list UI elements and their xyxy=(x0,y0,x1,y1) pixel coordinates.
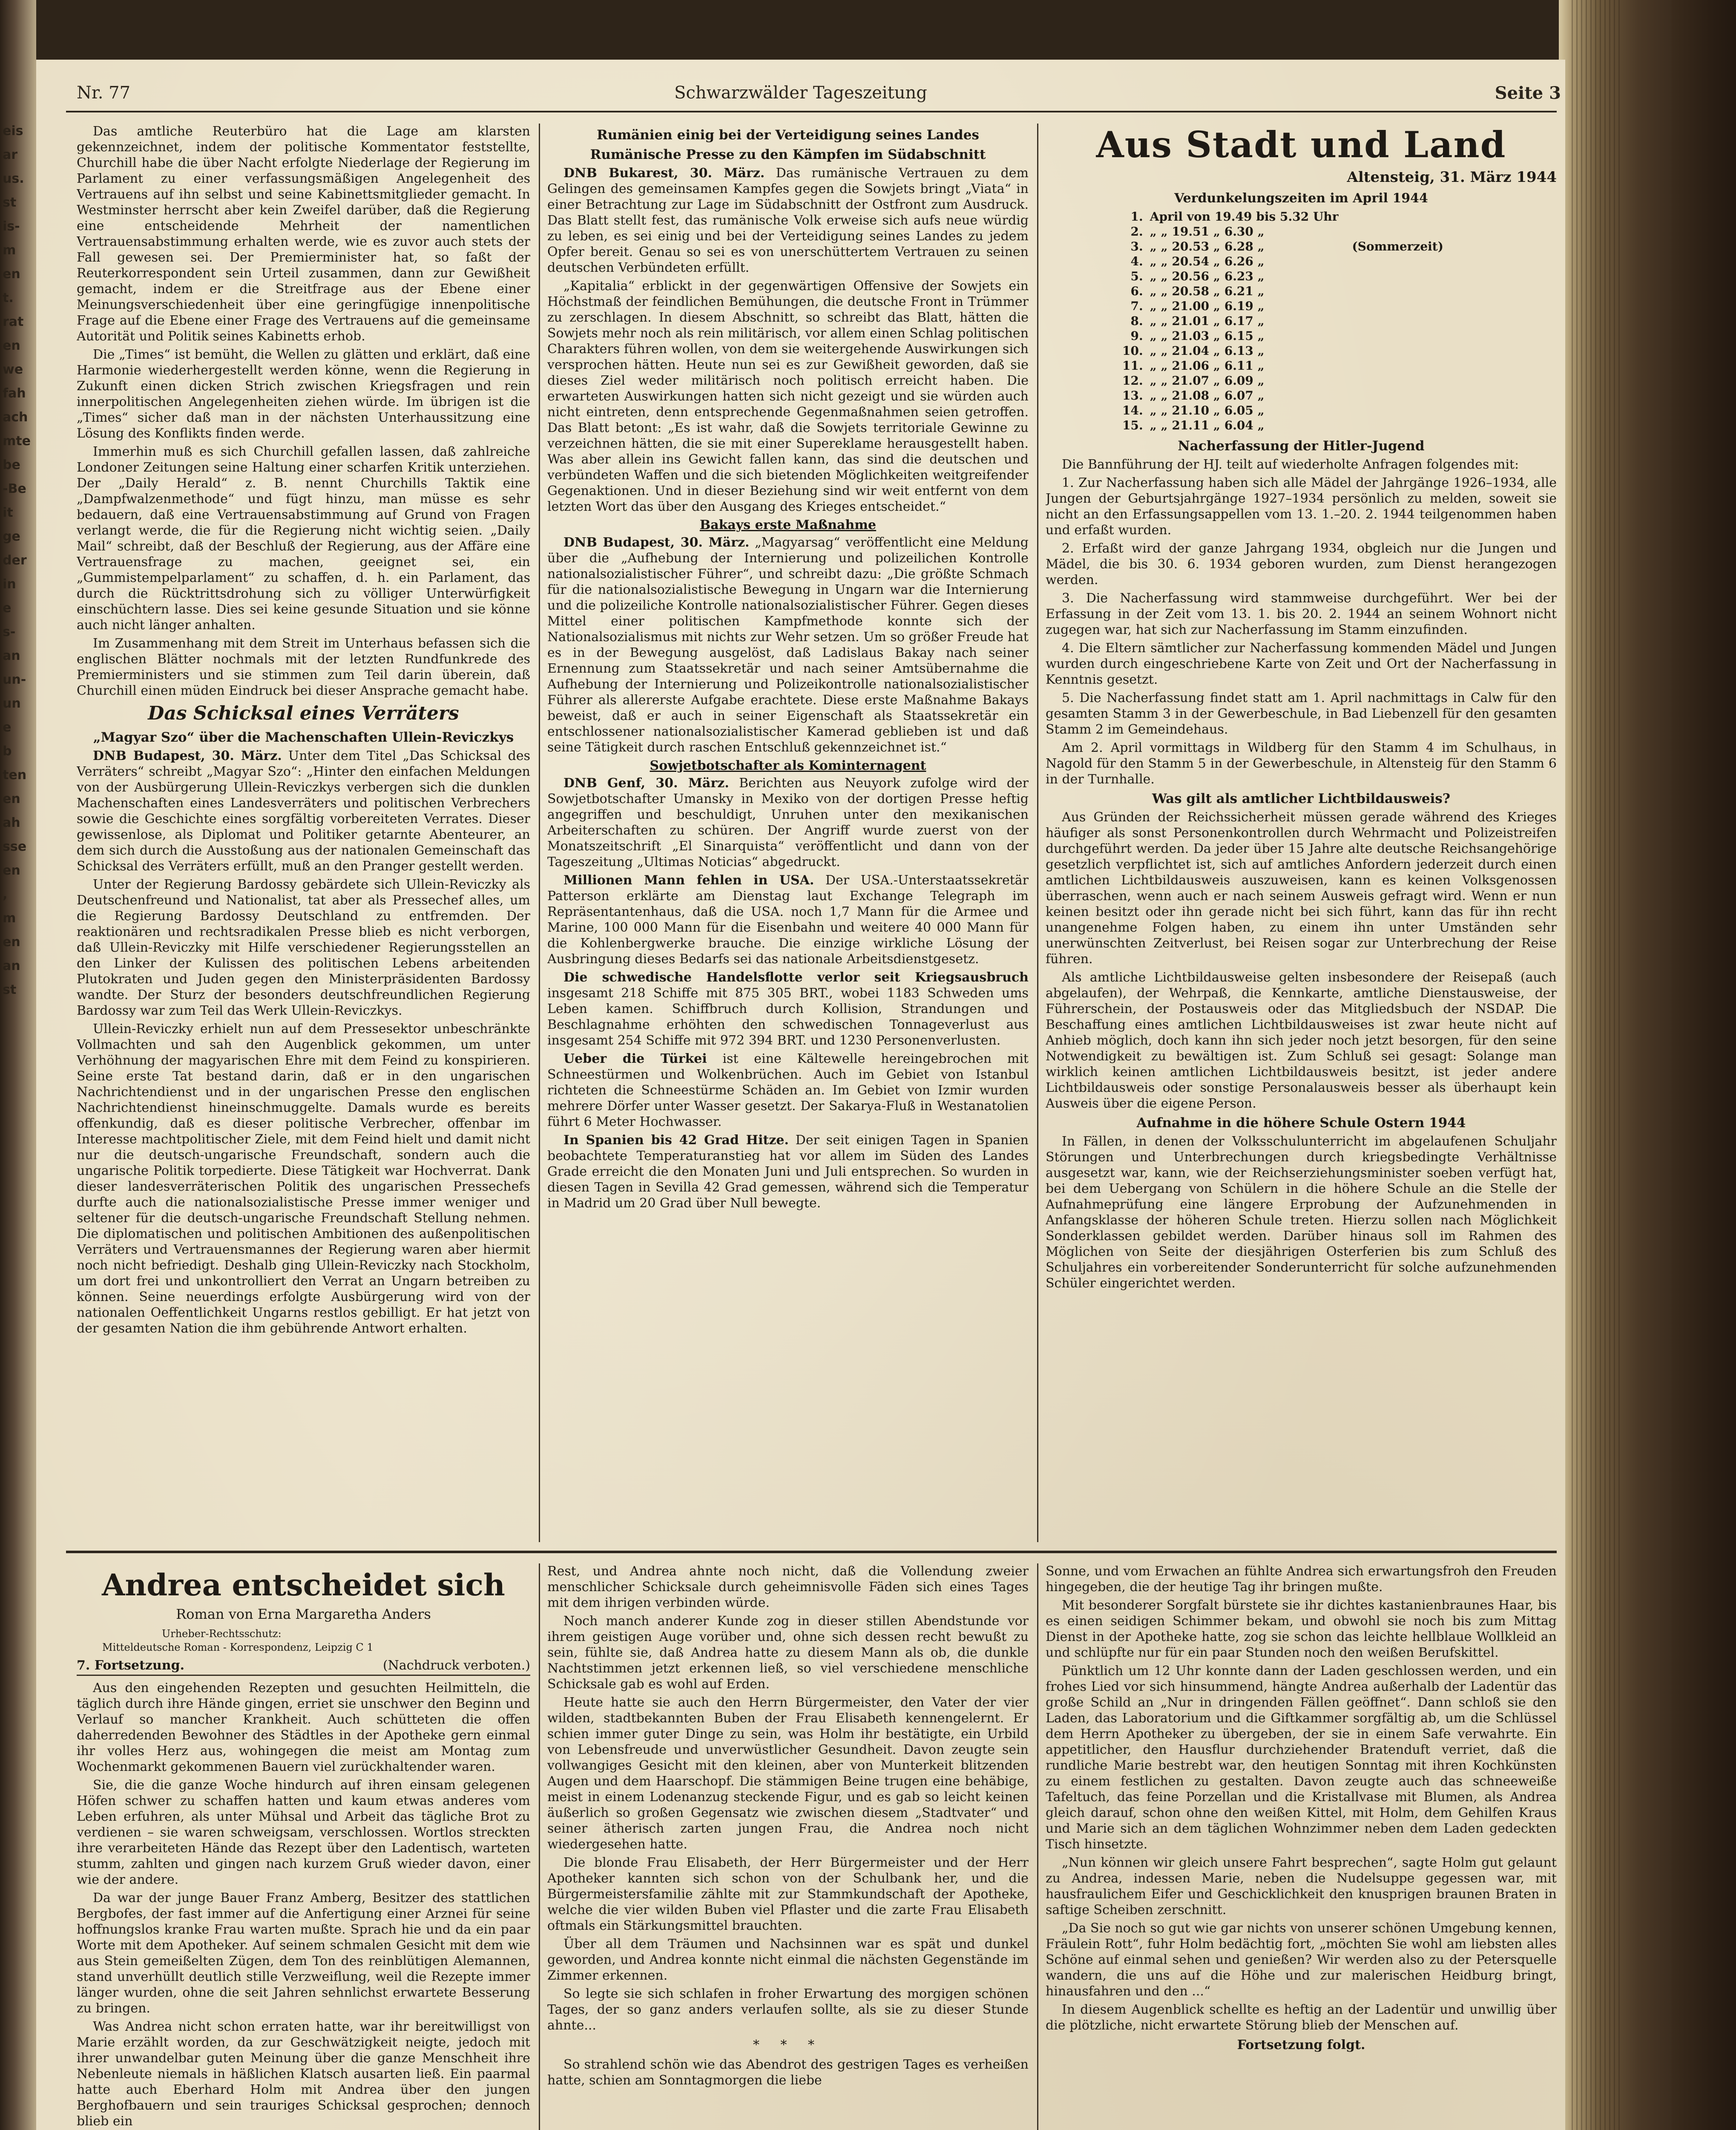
news-item xyxy=(547,970,1029,1048)
blackout-note xyxy=(1343,343,1449,358)
blackout-note xyxy=(1343,269,1449,284)
article-paragraph: Aus Gründen der Reichssicherheit müssen gerade während des Krieges häufiger als sonst Personenkontrollen durch Wehrmacht und Polizeistreifen durchgeführt werden. Da jeder über 15 Jahre alte deutsche Reichsangehörige gesetzlich verpflichtet ist, sich auf amtliches Anfordern jederzeit durch einen amtlichen Lichtbildausweis auszuweisen, kann es keinen Volksgenossen überraschen, wenn auch er nach seinem Ausweis gefragt wird. Wenn er nun keinen besitzt oder ihn gerade nicht bei sich führt, kann das für ihn recht unangenehme Folgen haben, zu einem ihn unter Umständen sehr unerwünschten Zeitverlust, bei Reisen sogar zur Unterbrechung der Reise führen. xyxy=(1046,810,1557,967)
novel-paragraph: Sonne, und vom Erwachen an fühlte Andrea sich erwartungsfroh den Freuden hingegeben, die der heutige Tag ihr bringen mußte. xyxy=(1046,1564,1557,1595)
blackout-day: 12. xyxy=(1122,374,1143,388)
column-2 xyxy=(547,124,1029,1542)
blackout-day: 3. xyxy=(1130,239,1143,253)
paragraph-text: ist eine Kältewelle hereingebrochen mit Schneestürmen und Wolkenbrüchen. Auch im Gebiet von Istanbul richteten die Schneestürme Schäden an. Im Gebiet von Izmir wurden mehrere Dörfer unter Wasser gesetzt. Der Sakarya-Fluß in Westanatolien führt 6 Meter Hochwasser. xyxy=(547,1051,1029,1129)
novel-paragraph: Pünktlich um 12 Uhr konnte dann der Laden geschlossen werden, und ein frohes Lied vor sich hinsummend, hängte Andrea außerhalb der Ladentür das große Schild an „Nur in dringenden Fällen geöffnet“. Dann schloß sie den Laden, das Laboratorium und die Giftkammer sorgfältig ab, um die Schlüssel dem Herrn Apotheker zu übergeben, der sie in einem Safe verwahrte. Ein appetitlicher, den Hausflur durchziehender Bratenduft verriet, daß die rundliche Marie bestrebt war, den heutigen Sonntag mit ihren Kochkünsten zu einem festlichen zu gestalten. Davon zeugte auch das schneeweiße Tafeltuch, das feine Porzellan und die Kristallvase mit Blumen, als Andrea gleich darauf, schon ohne den weißen Kittel, mit Holm, dem Gehilfen Kraus und Marie sich an dem täglichen Wohnzimmer neben dem Laden gedeckten Tisch hinsetzte. xyxy=(1046,1664,1557,1852)
novel-paragraph: Die blonde Frau Elisabeth, der Herr Bürgermeister und der Herr Apotheker kannten sich schon von der Schulbank her, und die Bürgermeistersfamilie zählte mit zur Stammkundschaft der Apotheke, welche die vier wilden Buben viel Pflaster und die zarte Frau Elisabeth oftmals ein Stärkungsmittel brauchten. xyxy=(547,1855,1029,1933)
article-paragraph: Die „Times“ ist bemüht, die Wellen zu glätten und erklärt, daß eine Harmonie wiederhergestellt werden könne, wenn die Regierung in Zukunft einen dicken Strich zwischen Kriegsfragen und rein innerpolitischen Angelegenheiten ziehen würde. Im übrigen ist die „Times“ sicher daß man in der nächsten Unterhaussitzung eine Lösung des Konflikts finden werde. xyxy=(77,347,530,441)
news-item xyxy=(547,1051,1029,1130)
column-divider xyxy=(1037,124,1038,1542)
column-3 xyxy=(1046,124,1557,1542)
copyright-line: Mitteldeutsche Roman - Korrespondenz, Leipzig C 1 xyxy=(102,1641,374,1653)
novel-paragraph: Aus den eingehenden Rezepten und gesuchten Heilmitteln, die täglich durch ihre Hände gingen, erriet sie unschwer den Beginn und Verlauf so mancher Krankheit. Auch schütteten die offen daherredenden Bewohner des Städtles in der Apotheke gern einmal ihr volles Herz aus, wohingegen die meist am Montag zum Wochenmarkt gekommenen Bauern viel zurückhaltender waren. xyxy=(77,1681,530,1774)
news-item xyxy=(547,872,1029,967)
blackout-times: „ „ 20.53 „ 6.28 „ xyxy=(1150,239,1265,253)
article-paragraph: Ullein-Reviczky erhielt nun auf dem Pressesektor unbeschränkte Vollmachten und sah den Augenblick gekommen, um unter Verhöhnung der magyarischen Ehre mit dem Feind zu konspirieren. Seine erste Tat bestand darin, daß er in den ungarischen Nachrichtendienst und in der ungarischen Presse den englischen Nachrichtendienst hineinschmuggelte. Damals wurde es bereits offenkundig, daß es dieser politische Verbrecher, offenbar im Interesse machtpolitischer Ziele, mit dem Feind hielt und damit nicht nur die deutsch-ungarische Freundschaft, sondern auch die ungarische Politik torpedierte. Diese Tätigkeit war Hochverrat. Dank dieser landesverräterischen Politik des ungarischen Pressechefs durfte auch die nationalsozialistische Presse immer weniger und seltener für die deutsch-ungarische Freundschaft Stellung nehmen. Die diplomatischen und politischen Ambitionen des außenpolitischen Verräters und Vertrauensmannes der Regierung waren aber hiermit noch nicht befriedigt. Deshalb ging Ullein-Reviczky nach Stockholm, um dort frei und unkontrolliert den Verrat an Ungarn betreiben zu können. Seine neuerdings erfolgte Ausbürgerung wird von der nationalen Oeffentlichkeit Ungarns restlos gebilligt. Er hat jetzt von der gesamten Nation die ihm gebührende Antwort erhalten. xyxy=(77,1022,530,1336)
article-headline: Das Schicksal eines Verräters xyxy=(148,702,459,724)
blackout-times: „ „ 20.56 „ 6.23 „ xyxy=(1150,269,1265,283)
article-paragraph: 2. Erfaßt wird der ganze Jahrgang 1934, obgleich nur die Jungen und Mädel, die bis 30. 6. 1934 geboren wurden, zum Dienst herangezogen werden. xyxy=(1046,541,1557,587)
column-divider xyxy=(1037,1563,1038,2130)
novel-title: Andrea entscheidet sich xyxy=(102,1567,505,1603)
dateline: DNB Budapest, 30. März. xyxy=(93,748,282,763)
blackout-table-title: Verdunkelungszeiten im April 1944 xyxy=(1174,191,1428,206)
article-paragraph: 1. Zur Nacherfassung haben sich alle Mädel der Jahrgänge 1926–1934, alle Jungen der Geburtsjahrgänge 1927–1934 persönlich zu melden, soweit sie nicht an den Erfassungsappellen vom 13. 1.–20. 2. 1944 teilgenommen haben und erfaßt wurden. xyxy=(1046,475,1557,538)
novel-paragraph: „Nun können wir gleich unsere Fahrt besprechen“, sagte Holm gut gelaunt zu Andrea, indessen Marie, neben die Nudelsuppe gegessen war, mit hausfraulichem Eifer und Geschicklichkeit den knusprigen braunen Braten in saftige Scheiben zerschnitt. xyxy=(1046,1855,1557,1917)
blackout-row xyxy=(1122,373,1449,388)
book-cover-edge xyxy=(1672,0,1736,2130)
blackout-row xyxy=(1122,224,1449,239)
article-paragraph: Am 2. April vormittags in Wildberg für den Stamm 4 im Schulhaus, in Nagold für den Stamm 5 in der Gewerbeschule, in Altensteig für den Stamm 6 in der Turnhalle. xyxy=(1046,740,1557,787)
header-rule xyxy=(66,111,1557,112)
blackout-row xyxy=(1122,239,1449,254)
dateline: DNB Budapest, 30. März. xyxy=(563,535,750,550)
blackout-note xyxy=(1343,373,1449,388)
article-headline: Bakays erste Maßnahme xyxy=(699,518,877,532)
article-paragraph: 5. Die Nacherfassung findet statt am 1. April nachmittags in Calw für den gesamten Stamm 3 in der Gewerbeschule, in Bad Liebenzell für den gesamten Stamm 2 im Gemeindehaus. xyxy=(1046,691,1557,737)
news-item-lead: Millionen Mann fehlen in USA. xyxy=(563,873,814,888)
paragraph-text: „Magyarsag“ veröffentlicht eine Meldung über die „Aufhebung der Internierung und polizeilichen Kontrolle nationalsozialistischer Führer“, und schreibt dazu: „Die größte Schmach für die nationalsozialistische Bewegung in Ungarn war die Internierung und die polizeiliche Kontrolle nationalsozialistischer Führer. Gegen dieses Mittel einer politischen Kampfmethode konnte sich der Nationalsozialismus mit nichts zur Wehr setzen. Um so größer Freude hat es in der Bewegung ausgelöst, daß Ladislaus Bakay nach seiner Ernennung zum Staatssekretär und nach seiner Amtsübernahme die Aufhebung der Internierung und Polizeikontrolle nationalsozialistischer Führer als allererste Aufgabe erachtete. Diese erste Maßnahme Bakays beweist, daß er auch in seiner Eigenschaft als Staatssekretär ein entschlossener nationalsozialistischer Kamerad geblieben ist und daß seine Tätigkeit durch raschen Entschluß gekennzeichnet ist.“ xyxy=(547,535,1029,755)
blackout-row xyxy=(1122,328,1449,343)
book-left-edge xyxy=(0,0,36,2130)
section-break-stars: * * * xyxy=(753,2038,823,2052)
news-item-lead: In Spanien bis 42 Grad Hitze. xyxy=(563,1133,789,1148)
article-paragraph xyxy=(547,775,1029,870)
article-headline: Aufnahme in die höhere Schule Ostern 1944 xyxy=(1136,1115,1466,1131)
blackout-day: 9. xyxy=(1130,329,1143,343)
blackout-times: „ „ 21.08 „ 6.07 „ xyxy=(1150,389,1265,403)
novel-paragraph: Rest, und Andrea ahnte noch nicht, daß die Vollendung zweier menschlicher Schicksale durch geheimnisvolle Fäden sich eines Tages mit dem ihrigen verbinden würde. xyxy=(547,1564,1029,1610)
blackout-times: April von 19.49 bis 5.32 Uhr xyxy=(1150,210,1339,224)
blackout-note xyxy=(1343,358,1449,373)
dateline: DNB Bukarest, 30. März. xyxy=(563,166,765,181)
article-headline: Rumänien einig bei der Verteidigung seines Landes xyxy=(597,127,979,143)
installment-line xyxy=(77,1658,530,1676)
blackout-note xyxy=(1343,299,1449,314)
novel-paragraph: Was Andrea nicht schon erraten hatte, war ihr bereitwilligst von Marie erzählt worden, da zur Geschwätzigkeit neigte, jedoch mit ihrer unwandelbar guten Meinung über die ganze Menschheit ihre Nebenleute niemals in häßlichen Klatsch ausarten ließ. Ein paarmal hatte auch Eberhard Holm mit Andrea über den jungen Berghofbauern und sein trauriges Schicksal gesprochen; dennoch blieb ein xyxy=(77,2019,530,2129)
news-item-lead: Die schwedische Handelsflotte verlor seit Kriegsausbruch xyxy=(563,970,1029,985)
blackout-day: 7. xyxy=(1130,299,1143,313)
paragraph-text: Berichten aus Neuyork zufolge wird der Sowjetbotschafter Umansky in Mexiko von der dortigen Presse heftig angegriffen und beschuldigt, Unruhen unter den mexikanischen Arbeiterschaften zu schüren. Der Angriff wurde zuerst von der Monatszeitschrift „El Sinarquista“ veröffentlicht und dann von der Tageszeitung „Ultimas Noticias“ abgedruckt. xyxy=(547,776,1029,869)
column-1 xyxy=(77,124,530,1542)
article-headline: Sowjetbotschafter als Kominternagent xyxy=(650,758,926,773)
novel-paragraph: Sie, die die ganze Woche hindurch auf ihren einsam gelegenen Höfen schwer zu schaffen hatten und kaum etwas anderes vom Leben erfuhren, als unter Mühsal und Arbeit das tägliche Brot zu verdienen – sie waren schweigsam, verschlossen. Wortlos streckten ihre verarbeiteten Hände das Rezept über den Ladentisch, warteten stumm, zahlten und gingen nach kurzem Gruß wieder davon, einer wie der andere. xyxy=(77,1778,530,1887)
reprint-notice: (Nachdruck verboten.) xyxy=(382,1658,530,1673)
novel-paragraph: In diesem Augenblick schellte es heftig an der Ladentür und unwillig über die plötzliche, nicht erwartete Störung blieb der Menschen auf. xyxy=(1046,2002,1557,2033)
blackout-row xyxy=(1122,403,1449,418)
blackout-note xyxy=(1343,328,1449,343)
blackout-times: „ „ 21.00 „ 6.19 „ xyxy=(1150,299,1265,313)
news-item-lead: Ueber die Türkei xyxy=(563,1051,707,1066)
newspaper-name: Schwarzwälder Tageszeitung xyxy=(674,83,927,103)
novel-column-2 xyxy=(547,1563,1029,2130)
newspaper-page xyxy=(36,60,1565,2130)
section-masthead: Aus Stadt und Land xyxy=(1096,124,1506,166)
article-paragraph: In Fällen, in denen der Volksschulunterricht im abgelaufenen Schuljahr Störungen und Unterbrechungen durch kriegsbedingte Verhältnisse ausgesetzt war, kann, wie der Reichserziehungsminister soeben verfügt hat, bei dem Uebergang von Schülern in die höhere Schule an die Stelle der Aufnahmeprüfung eine längere Erprobung der Aufzunehmenden in Anfangsklasse der höheren Schule treten. Hierzu sollen nach Möglichkeit Sonderklassen gebildet werden. Darüber hinaus soll im Rahmen des Möglichen von Seite der diesjährigen Osterferien bis zum Schluß des Schuljahres ein vorbereitender Sonderunterricht für solche aufzunehmenden Schüler eingerichtet werden. xyxy=(1046,1134,1557,1291)
paragraph-text: Unter dem Titel „Das Schicksal des Verräters“ schreibt „Magyar Szo“: „Hinter den einfachen Meldungen von der Ausbürgerung Ullein-Reviczkys verbergen sich die dunklen Machenschaften eines Landesverräters und politischen Verbrechers sowie die Geschichte eines sorgfältig vorbereiteten Verrates. Dieser gewissenlose, als Diplomat und Politiker getarnte Abenteurer, an dem sich durch die Ausstoßung aus der nationalen Gemeinschaft das Schicksal des Verräters erfüllt, muß an den Pranger gestellt werden. xyxy=(77,748,530,874)
article-paragraph: Unter der Regierung Bardossy gebärdete sich Ullein-Reviczky als Deutschenfreund und Nationalist, tat aber als Pressechef alles, um die Regierung Bardossy Deutschland zu entfremden. Der reaktionären und rechtsradikalen Presse blieb es nicht verborgen, daß Ullein-Reviczky mit Hilfe verschiedener Regierungsstellen an den Linker der Kulissen des politischen Lebens arbeitenden Plutokraten und Juden gegen den Ministerpräsidenten Bardossy wandte. Der Sturz der besonders deutschfreundlichen Regierung Bardossy war zum Teil das Werk Ullein-Reviczkys. xyxy=(77,877,530,1018)
novel-paragraph: „Da Sie noch so gut wie gar nichts von unserer schönen Umgebung kennen, Fräulein Rott“, fuhr Holm bedächtig fort, „möchten Sie wohl am liebsten alles Schöne auf einmal sehen und genießen? Wir werden also zu der Petersquelle wandern, die uns auf die Höhe und zur malerischen Heidburg bringt, hinausfahren und den ...“ xyxy=(1046,1921,1557,1999)
novel-paragraph: Heute hatte sie auch den Herrn Bürgermeister, den Vater der vier wilden, stadtbekannten Buben der Frau Elisabeth kennengelernt. Er schien immer guter Dinge zu sein, was Holm ihr bestätigte, ein Urbild von Lebensfreude und unverwüstlicher Gesundheit. Davon zeugte sein vollwangiges Gesicht mit den kleinen, aber von Munterkeit blitzenden Augen und dem Haarschopf. Die stämmigen Beine trugen eine behäbige, meist in einem Lodenanzug steckende Figur, und es gab so leicht keinen äußerlich so großen Gegensatz wie zwischen diesem „Stadtvater“ und seiner ätherisch zarten jungen Frau, die Andrea noch nicht wiedergesehen hatte. xyxy=(547,1695,1029,1852)
blackout-note xyxy=(1343,418,1449,433)
blackout-note xyxy=(1343,224,1449,239)
continued-notice: Fortsetzung folgt. xyxy=(1237,2038,1365,2052)
blackout-times: „ „ 21.10 „ 6.05 „ xyxy=(1150,403,1265,417)
blackout-note xyxy=(1343,403,1449,418)
blackout-times: „ „ 21.11 „ 6.04 „ xyxy=(1150,418,1265,432)
issue-number: Nr. 77 xyxy=(77,83,131,103)
blackout-times: „ „ 21.04 „ 6.13 „ xyxy=(1150,344,1265,358)
page-stack-edges xyxy=(1572,0,1623,2130)
blackout-row xyxy=(1122,358,1449,373)
novel-column-3 xyxy=(1046,1563,1557,2130)
article-subheadline: Rumänische Presse zu den Kämpfen im Südabschnitt xyxy=(590,147,986,162)
paragraph-text: Das rumänische Vertrauen zu dem Gelingen des gemeinsamen Kampfes gegen die Sowjets bringt „Viata“ in einer Betrachtung zur Lage im Südabschnitt der Ostfront zum Ausdruck. Das Blatt stellt fest, das rumänische Volk erweise sich aufs neue würdig zu leben, es sei einig und bei der Verteidigung seines Landes zu jedem Opfer bereit. Genau so sei es von unerschüttertem Vertrauen zu seinen deutschen Verbündeten erfüllt. xyxy=(547,166,1029,275)
copyright-line: Urheber-Rechtsschutz: xyxy=(162,1628,282,1640)
blackout-times-table xyxy=(1122,209,1449,433)
blackout-note xyxy=(1343,254,1449,269)
blackout-note xyxy=(1343,284,1449,299)
article-subheadline: „Magyar Szo“ über die Machenschaften Ullein-Reviczkys xyxy=(93,730,514,745)
blackout-row xyxy=(1122,314,1449,328)
blackout-times: „ „ 21.03 „ 6.15 „ xyxy=(1150,329,1265,343)
blackout-row xyxy=(1122,284,1449,299)
column-divider xyxy=(539,1563,540,2130)
blackout-times: „ „ 21.01 „ 6.17 „ xyxy=(1150,314,1265,328)
blackout-row xyxy=(1122,418,1449,433)
article-paragraph: Im Zusammenhang mit dem Streit im Unterhaus befassen sich die englischen Blätter nochmals mit der letzten Rundfunkrede des Premierministers und sie stimmen zum Teil darin überein, daß Churchill einen müden Eindruck bei dieser Ansprache gemacht habe. xyxy=(77,636,530,698)
blackout-day: 5. xyxy=(1130,269,1143,283)
blackout-note xyxy=(1343,209,1449,224)
column-divider xyxy=(539,124,540,1542)
article-paragraph: Als amtliche Lichtbildausweise gelten insbesondere der Reisepaß (auch abgelaufen), der Wehrpaß, die Kennkarte, amtliche Dienstausweise, der Führerschein, der Postausweis oder das Mitgliedsbuch der NSDAP. Die Beschaffung eines amtlichen Lichtbildausweises ist zwar heute nicht auf Anhieb möglich, doch kann ihn sich jeder noch jetzt besorgen, für den seine Notwendigkeit zu bewältigen ist. Zum Schluß sei gesagt: Solange man wirklich keinen amtlichen Lichtbildausweis besitzt, ist jeder andere Lichtbildausweis oder sonstige Personalausweis besser als überhaupt kein Ausweis über die eigene Person. xyxy=(1046,970,1557,1111)
blackout-day: 14. xyxy=(1122,403,1143,417)
blackout-row xyxy=(1122,343,1449,358)
blackout-day: 13. xyxy=(1122,389,1143,403)
article-paragraph: Die Bannführung der HJ. teilt auf wiederholte Anfragen folgendes mit: xyxy=(1062,457,1519,472)
article-paragraph: Das amtliche Reuterbüro hat die Lage am klarsten gekennzeichnet, indem der politische Kommentator feststellte, Churchill habe die über Nacht erfolgte Niederlage der Regierung im Parlament zu einer verfassungsmäßigen Angelegenheit des Vertrauens auf ihn selbst und seine Kabinettsmitglieder gemacht. In Westminster herrscht aber kein Zweifel darüber, daß die Regierung eine entscheidende Mehrheit der namentlichen Vertrauensabstimmung erhalten werde, wie es zuvor auch stets der Fall gewesen sei. Der Premierminister hat, so faßt der Reuterkorrespondent sein Urteil zusammen, dann zur Gewißheit gemacht, indem er die Streitfrage aus der Ebene einer Meinungsverschiedenheit über eine geringfügige innenpolitische Frage auf die Ebene einer Frage des Vertrauens auf die gemeinsame Autorität und Politik seines Kabinetts erhob. xyxy=(77,124,530,344)
article-paragraph: 4. Die Eltern sämtlicher zur Nacherfassung kommenden Mädel und Jungen wurden durch eingeschriebene Karte von Zeit und Ort der Nacherfassung in Kenntnis gesetzt. xyxy=(1046,641,1557,687)
blackout-times: „ „ 20.54 „ 6.26 „ xyxy=(1150,254,1265,268)
paragraph-text: Der seit einigen Tagen in Spanien beobachtete Temperaturanstieg hat vor allem im Süden des Landes Grade erreicht die den Monaten Juni und Juli entsprechen. So wurden in diesen Tagen in Sevilla 42 Grad gemessen, während sich die Temperatur in Madrid um 20 Grad über Null bewegte. xyxy=(547,1133,1029,1211)
novel-paragraph: Mit besonderer Sorgfalt bürstete sie ihr dichtes kastanienbraunes Haar, bis es einen seidigen Schimmer bekam, und obwohl sie noch bis zum Mittag Dienst in der Apotheke hatte, zog sie schon das leichte hellblaue Wollkleid an und schlüpfte nur für ein paar Stunden noch den weißen Berufskittel. xyxy=(1046,1598,1557,1660)
news-item xyxy=(547,1132,1029,1211)
previous-page-fragment: eis ar us. st is- m en t. rat en we fah ach mte be -Be it ge der in e s- an un- un e b ten en ah sse en , m en an st xyxy=(3,124,31,997)
installment-number: 7. Fortsetzung. xyxy=(77,1658,185,1673)
blackout-row xyxy=(1122,209,1449,224)
dateline: DNB Genf, 30. März. xyxy=(563,776,729,791)
novel-column-1 xyxy=(77,1563,530,2130)
blackout-times: „ „ 20.58 „ 6.21 „ xyxy=(1150,284,1265,298)
blackout-day: 15. xyxy=(1122,418,1143,432)
article-paragraph: Immerhin muß es sich Churchill gefallen lassen, daß zahlreiche Londoner Zeitungen seine Haltung einer scharfen Kritik unterziehen. Der „Daily Herald“ z. B. nennt Churchills Taktik eine „Dampfwalzenmethode“ und fügt hinzu, man müsse es sehr bedauern, daß eine Vertrauensabstimmung auf Grund von Fragen verlangt werde, die für die Regierung nicht wichtig seien. „Daily Mail“ schreibt, daß der Beschluß der Regierung, aus der Affäre eine Vertrauensfrage zu machen, geeignet sei, ein „Gummistempelparlament“ zu schaffen, d. h. ein Parlament, das durch die Rücktrittsdrohung sich zu völliger Unterwürfigkeit einschüchtern lasse. Dies sei keine gesunde Situation und sie könne auch nicht länger anhalten. xyxy=(77,444,530,633)
article-paragraph: „Kapitalia“ erblickt in der gegenwärtigen Offensive der Sowjets ein Höchstmaß der feindlichen Bemühungen, die deutsche Front in Trümmer zu zerschlagen. In diesem Abschnitt, so schreibt das Blatt, hätten die Sowjets mehr noch als rein militärisch, vor allem einen Schlag politischen Charakters führen wollen, von dem sie weitergehende Auswirkungen sich versprochen hätten. Heute nun sei es zur Gewißheit geworden, daß sie dieses Ziel weder militärisch noch politisch erreicht haben. Die erwarteten Auswirkungen hatten sich nicht gezeigt und sie würden auch nicht eintreten, denn entsprechende Gegenmaßnahmen seien getroffen. Das Blatt betont: „Es ist wahr, daß die Sowjets territoriale Gewinne zu verzeichnen hätten, die sie mit einer Supereklame herausgestellt haben. Was aber allein ins Gewicht fallen kann, das sind die deutschen und verbündeten Waffen und die sich bietenden Möglichkeiten weitgreifender Gegenaktionen. Und in dieser Beziehung sind wir weit entfernt von dem letzten Wort das über den Ausgang des Krieges entscheidet.“ xyxy=(547,279,1029,514)
article-paragraph xyxy=(77,748,530,874)
blackout-note xyxy=(1343,314,1449,328)
article-paragraph xyxy=(547,165,1029,276)
blackout-note xyxy=(1343,388,1449,403)
place-date: Altensteig, 31. März 1944 xyxy=(1347,169,1557,186)
novel-author: Roman von Erna Margaretha Anders xyxy=(176,1606,431,1622)
blackout-row xyxy=(1122,388,1449,403)
article-headline: Was gilt als amtlicher Lichtbildausweis? xyxy=(1152,791,1450,806)
novel-paragraph: Da war der junge Bauer Franz Amberg, Besitzer des stattlichen Bergbofes, der fast immer auf die Anfertigung einer Arznei für seine hoffnungslos kranke Frau warten mußte. Sprach hie und da ein paar Worte mit dem Apotheker. Auf seinem schmalen Gesicht mit dem wie aus Stein gemeißelten Zügen, dem Ton des reinblütigen Alemannen, stand unverhüllt deutlich stille Verzweiflung, weil die Rezepte immer länger wurden, ohne die seit Jahren sehnlichst erwartete Besserung zu bringen. xyxy=(77,1891,530,2016)
novel-paragraph: So legte sie sich schlafen in froher Erwartung des morgigen schönen Tages, der so ganz anders verlaufen sollte, als sie zu dieser Stunde ahnte... xyxy=(547,1986,1029,2033)
blackout-row xyxy=(1122,299,1449,314)
novel-paragraph: Über all dem Träumen und Nachsinnen war es spät und dunkel geworden, und Andrea konnte nicht einmal die nächsten Gegenstände im Zimmer erkennen. xyxy=(547,1937,1029,1983)
blackout-times: „ „ 21.06 „ 6.11 „ xyxy=(1150,359,1265,373)
page-label: Seite 3 xyxy=(1495,83,1561,103)
article-paragraph xyxy=(547,535,1029,755)
blackout-day: 8. xyxy=(1130,314,1143,328)
blackout-day: 2. xyxy=(1130,225,1143,239)
blackout-row xyxy=(1122,269,1449,284)
novel-paragraph: So strahlend schön wie das Abendrot des gestrigen Tages es verheißen hatte, schien am Sonntagmorgen die liebe xyxy=(547,2057,1029,2088)
blackout-times: „ „ 21.07 „ 6.09 „ xyxy=(1150,374,1265,388)
blackout-row xyxy=(1122,254,1449,269)
blackout-day: 11. xyxy=(1122,359,1143,373)
article-paragraph: 3. Die Nacherfassung wird stammweise durchgeführt. Wer bei der Erfassung in der Zeit vom 13. 1. bis 20. 2. 1944 an seinem Wohnort nicht zugegen war, hat sich zur Nacherfassung im Stamm einzufinden. xyxy=(1046,591,1557,637)
feuilleton-rule xyxy=(66,1551,1557,1553)
blackout-day: 10. xyxy=(1122,344,1143,358)
blackout-day: 6. xyxy=(1130,284,1143,298)
blackout-times: „ „ 19.51 „ 6.30 „ xyxy=(1150,225,1265,239)
blackout-day: 4. xyxy=(1130,254,1143,268)
paragraph-text: Der USA.-Unterstaatssekretär Patterson erklärte am Dienstag laut Exchange Telegraph im Repräsentantenhaus, daß die USA. noch 1,7 Mann für die Armee und Marine, 100 000 Mann für die Eisenbahn und weitere 40 000 Mann für die Kohlenbergwerke brauche. Die einzige wirkliche Lösung der Ausbringung dieses Bedarfs sei das nationale Arbeitsdienstgesetz. xyxy=(547,873,1029,967)
blackout-note: (Sommerzeit) xyxy=(1352,239,1443,253)
blackout-day: 1. xyxy=(1130,210,1143,224)
paragraph-text: insgesamt 218 Schiffe mit 875 305 BRT., wobei 1183 Schweden ums Leben kamen. Schiffbruch durch Kollision, Strandungen und Beschlagnahme erhöhten den schwedischen Tonnageverlust aus insgesamt 254 Schiffe mit 972 394 BRT. und 1230 Personenverlusten. xyxy=(547,986,1029,1048)
novel-paragraph: Noch manch anderer Kunde zog in dieser stillen Abendstunde vor ihrem geistigen Auge vorüber und, ohne sich dessen recht bewußt zu sein, fühlte sie, daß Andrea hatte zu diesem Mann als ob, die dunkle Nachtstimmen jetzt erkennen ließ, so viel verschiedene menschliche Schicksale gab es wohl auf Erden. xyxy=(547,1614,1029,1692)
article-headline: Nacherfassung der Hitler-Jugend xyxy=(1178,438,1425,454)
